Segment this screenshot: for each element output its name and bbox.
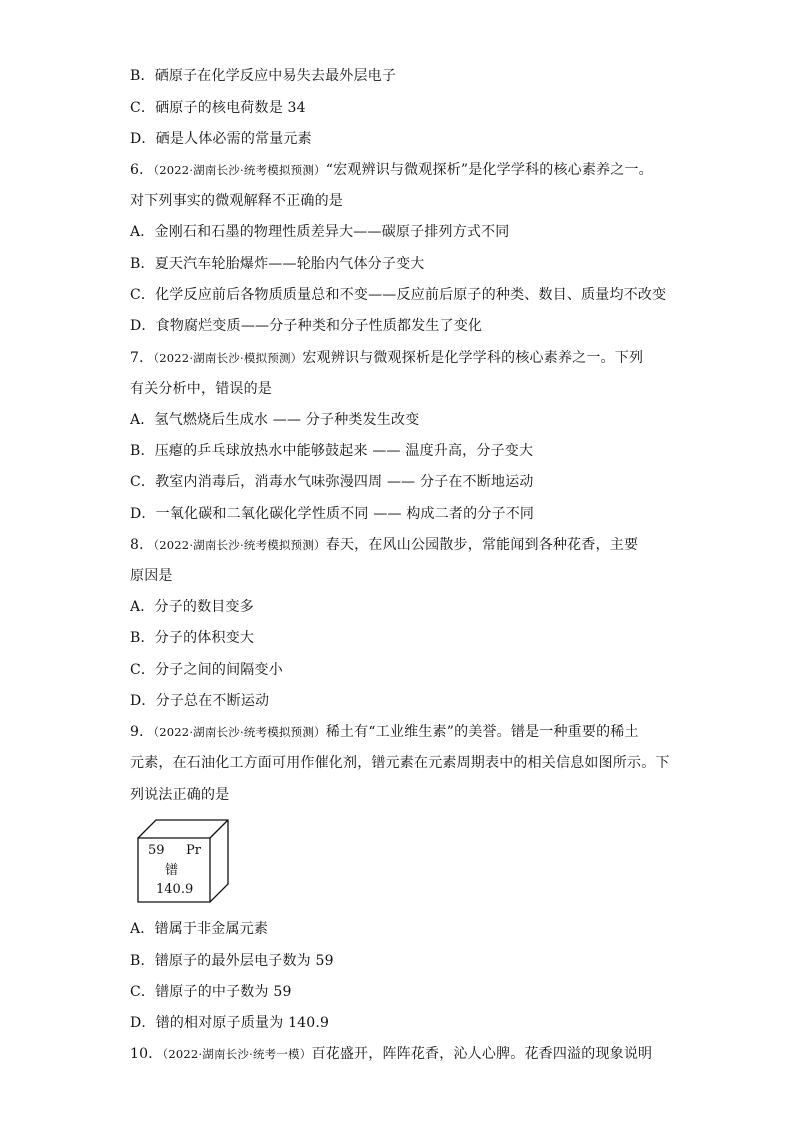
q7-option-d: D．一氧化碳和二氧化碳化学性质不同 —— 构成二者的分子不同	[130, 506, 535, 522]
q5-option-b: B．硒原子在化学反应中易失去最外层电子	[130, 68, 397, 84]
q6-option-d: D．食物腐烂变质——分子种类和分子性质都发生了变化	[130, 318, 483, 334]
q7-option-b: B．压瘪的乒乓球放热水中能够鼓起来 —— 温度升高，分子变大	[130, 443, 534, 459]
q6-source: （2022·湖南长沙·统考模拟预测）	[153, 163, 326, 177]
q7-option-a: A．氢气燃烧后生成水 —— 分子种类发生改变	[130, 412, 420, 428]
q9-option-d: D．镨的相对原子质量为 140.9	[130, 1015, 330, 1031]
q8-stem-text1: 春天，在风山公园散步，常能闻到各种花香，主要	[325, 537, 639, 553]
q6-stem-line1	[130, 160, 653, 180]
q7-number: 7．	[130, 350, 154, 366]
element-cube-figure	[136, 818, 232, 904]
q8-option-b: B．分子的体积变大	[130, 630, 255, 646]
q9-stem-line3: 列说法正确的是	[130, 787, 230, 803]
q7-stem-text1: 宏观辨识与微观探析是化学学科的核心素养之一。下列	[302, 350, 644, 366]
q6-option-c: C．化学反应前后各物质质量总和不变——反应前后原子的种类、数目、质量均不改变	[130, 287, 667, 303]
q8-number: 8．	[130, 537, 154, 553]
q6-option-b: B．夏天汽车轮胎爆炸——轮胎内气体分子变大	[130, 256, 425, 272]
q8-stem-line1	[130, 535, 638, 555]
q8-option-d: D．分子总在不断运动	[130, 693, 270, 709]
element-atomic-number: 59	[148, 843, 165, 858]
q10-stem-text1: 百花盛开，阵阵花香，沁人心脾。花香四溢的现象说明	[311, 1046, 653, 1062]
q9-option-a: A．镨属于非金属元素	[130, 921, 269, 937]
q9-source: （2022·湖南长沙·统考模拟预测）	[153, 725, 326, 739]
q8-stem-line2: 原因是	[130, 568, 173, 584]
q8-source: （2022·湖南长沙·统考模拟预测）	[153, 538, 326, 552]
element-atomic-mass: 140.9	[156, 882, 194, 897]
q8-option-c: C．分子之间的间隔变小	[130, 662, 283, 678]
q6-stem-line2: 对下列事实的微观解释不正确的是	[130, 193, 343, 209]
q9-stem-line1	[130, 722, 639, 742]
q5-option-c: C．硒原子的核电荷数是 34	[130, 100, 306, 116]
q9-number: 9．	[130, 724, 154, 740]
q7-option-c: C．教室内消毒后，消毒水气味弥漫四周 —— 分子在不断地运动	[130, 474, 534, 490]
q5-option-d: D．硒是人体必需的常量元素	[130, 131, 312, 147]
q6-number: 6．	[130, 162, 154, 178]
q9-option-b: B．镨原子的最外层电子数为 59	[130, 953, 334, 969]
q9-stem-line2: 元素，在石油化工方面可用作催化剂，镨元素在元素周期表中的相关信息如图所示。下	[130, 755, 670, 771]
q9-option-c: C．镨原子的中子数为 59	[130, 984, 292, 1000]
q10-number: 10．	[130, 1046, 163, 1062]
q9-stem-text1: 稀土有“工业维生素”的美誉。镨是一种重要的稀土	[325, 724, 639, 740]
q10-stem-line1	[130, 1044, 652, 1064]
q10-source: （2022·湖南长沙·统考一模）	[162, 1047, 312, 1061]
element-symbol: Pr	[186, 843, 201, 858]
q8-option-a: A．分子的数目变多	[130, 599, 254, 615]
q7-source: （2022·湖南长沙·模拟预测）	[153, 351, 303, 365]
element-name: 镨	[165, 863, 179, 878]
q6-option-a: A．金刚石和石墨的物理性质差异大——碳原子排列方式不同	[130, 224, 510, 240]
q7-stem-line1	[130, 348, 643, 368]
q6-stem-text1: “宏观辨识与微观探析”是化学学科的核心素养之一。	[325, 162, 653, 178]
q7-stem-line2: 有关分析中，错误的是	[130, 381, 272, 397]
